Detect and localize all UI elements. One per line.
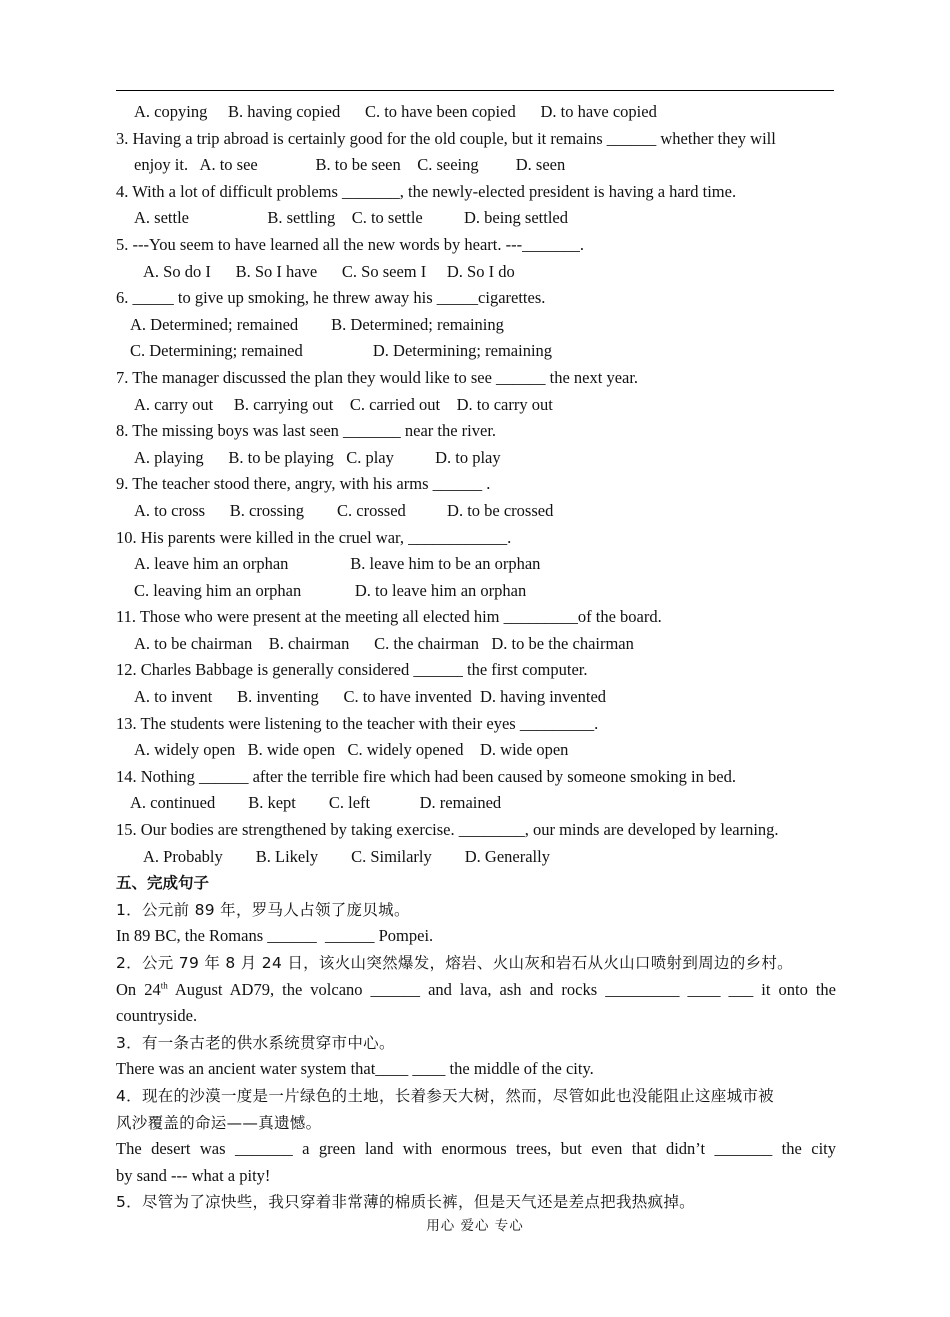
sentence-2-chinese: 2．公元 79 年 8 月 24 日，该火山突然爆发，熔岩、火山灰和岩石从火山口喷射到周边的乡村。 bbox=[116, 954, 793, 972]
sentence-2-english-cont: countryside. bbox=[116, 1006, 198, 1026]
page-footer: 用心 爱心 专心 bbox=[426, 1218, 524, 1234]
q15-options: A. Probably B. Likely C. Similarly D. Generally bbox=[143, 846, 550, 866]
s2-text-e: it onto the bbox=[753, 979, 837, 999]
sentence-4-chinese-cont: 风沙覆盖的命运——真遗憾。 bbox=[116, 1113, 322, 1132]
q9-options: A. to cross B. crossing C. crossed D. to be crossed bbox=[134, 500, 554, 520]
q12-stem: 12. Charles Babbage is generally considered ______ the first computer. bbox=[116, 660, 588, 680]
sentence-4-chinese: 4．现在的沙漠一度是一片绿色的土地，长着参天大树，然而，尽管如此也没能阻止这座城市被 bbox=[116, 1086, 774, 1105]
q10-stem: 10. His parents were killed in the cruel war, ____________. bbox=[116, 527, 512, 547]
q3-stem: 3. Having a trip abroad is certainly good for the old couple, but it remains ______ whether they will bbox=[116, 128, 776, 148]
q6-stem: 6. _____ to give up smoking, he threw away his _____cigarettes. bbox=[116, 288, 546, 308]
q5-options: A. So do I B. So I have C. So seem I D. So I do bbox=[143, 261, 515, 281]
s2-text-a: On 24 bbox=[116, 979, 161, 999]
s4-text-a: The desert was bbox=[116, 1139, 235, 1159]
q12-options: A. to invent B. inventing C. to have invented D. having invented bbox=[134, 687, 607, 707]
q4-stem: 4. With a lot of difficult problems _______, the newly-elected president is having a hard time. bbox=[116, 181, 737, 201]
q8-options: A. playing B. to be playing C. play D. to play bbox=[134, 447, 501, 467]
q7-options: A. carry out B. carrying out C. carried out D. to carry out bbox=[134, 394, 553, 414]
q6-options-cd: C. Determining; remained D. Determining; remaining bbox=[130, 341, 553, 361]
q13-options: A. widely open B. wide open C. widely opened D. wide open bbox=[134, 740, 569, 760]
s2-blank-3: ___ bbox=[728, 979, 754, 999]
q14-options: A. continued B. kept C. left D. remained bbox=[130, 793, 502, 813]
sentence-3-chinese: 3．有一条古老的供水系统贯穿市中心。 bbox=[116, 1033, 395, 1052]
sentence-4-english bbox=[116, 1136, 836, 1163]
q4-options: A. settle B. settling C. to settle D. being settled bbox=[134, 208, 569, 228]
header-rule bbox=[116, 90, 834, 91]
sentence-3-english: There was an ancient water system that____ ____ the middle of the city. bbox=[116, 1059, 594, 1079]
s4-text-c: the city bbox=[772, 1139, 837, 1159]
q3-continuation: enjoy it. A. to see B. to be seen C. seeing D. seen bbox=[134, 155, 566, 175]
s4-blank-1: _______ bbox=[234, 1139, 293, 1159]
s2-blank-2: ____ bbox=[687, 979, 721, 999]
s2-text-b: August AD79, the volcano ______ and lava, ash and rocks bbox=[167, 979, 606, 999]
q11-options: A. to be chairman B. chairman C. the chairman D. to be the chairman bbox=[134, 633, 634, 653]
s2-superscript: th bbox=[160, 980, 168, 991]
q10-options-cd: C. leaving him an orphan D. to leave him an orphan bbox=[134, 580, 527, 600]
s4-text-b: a green land with enormous trees, but even that didn’t bbox=[292, 1139, 715, 1159]
section-five-title: 五、完成句子 bbox=[116, 874, 210, 893]
q10-options-ab: A. leave him an orphan B. leave him to be an orphan bbox=[134, 554, 541, 574]
q7-stem: 7. The manager discussed the plan they would like to see ______ the next year. bbox=[116, 367, 639, 387]
q2-options: A. copying B. having copied C. to have been copied D. to have copied bbox=[134, 102, 657, 121]
q13-stem: 13. The students were listening to the teacher with their eyes _________. bbox=[116, 713, 599, 733]
q5-stem: 5. ---You seem to have learned all the new words by heart. ---_______. bbox=[116, 234, 584, 254]
worksheet-body bbox=[116, 99, 836, 1216]
q11-stem: 11. Those who were present at the meeting all elected him _________of the board. bbox=[116, 607, 662, 627]
q15-stem: 15. Our bodies are strengthened by taking exercise. ________, our minds are developed by learning. bbox=[116, 820, 779, 840]
sentence-1-english: In 89 BC, the Romans ______ ______ Pompei. bbox=[116, 926, 434, 946]
s4-blank-2: _______ bbox=[714, 1139, 773, 1159]
q6-options-ab: A. Determined; remained B. Determined; remaining bbox=[130, 314, 504, 334]
sentence-5-chinese: 5．尽管为了凉快些，我只穿着非常薄的棉质长裤，但是天气还是差点把我热疯掉。 bbox=[116, 1193, 695, 1212]
sentence-4-english-cont: by sand --- what a pity! bbox=[116, 1165, 271, 1185]
sentence-2-english bbox=[116, 977, 836, 1004]
q8-stem: 8. The missing boys was last seen _______ near the river. bbox=[116, 421, 497, 441]
s2-blank-1: _________ bbox=[605, 979, 680, 999]
s2-text-d bbox=[720, 980, 728, 999]
q9-stem: 9. The teacher stood there, angry, with his arms ______ . bbox=[116, 474, 491, 494]
q14-stem: 14. Nothing ______ after the terrible fire which had been caused by someone smoking in bed. bbox=[116, 766, 736, 786]
sentence-1-chinese: 1．公元前 89 年，罗马人占领了庞贝城。 bbox=[116, 900, 410, 919]
